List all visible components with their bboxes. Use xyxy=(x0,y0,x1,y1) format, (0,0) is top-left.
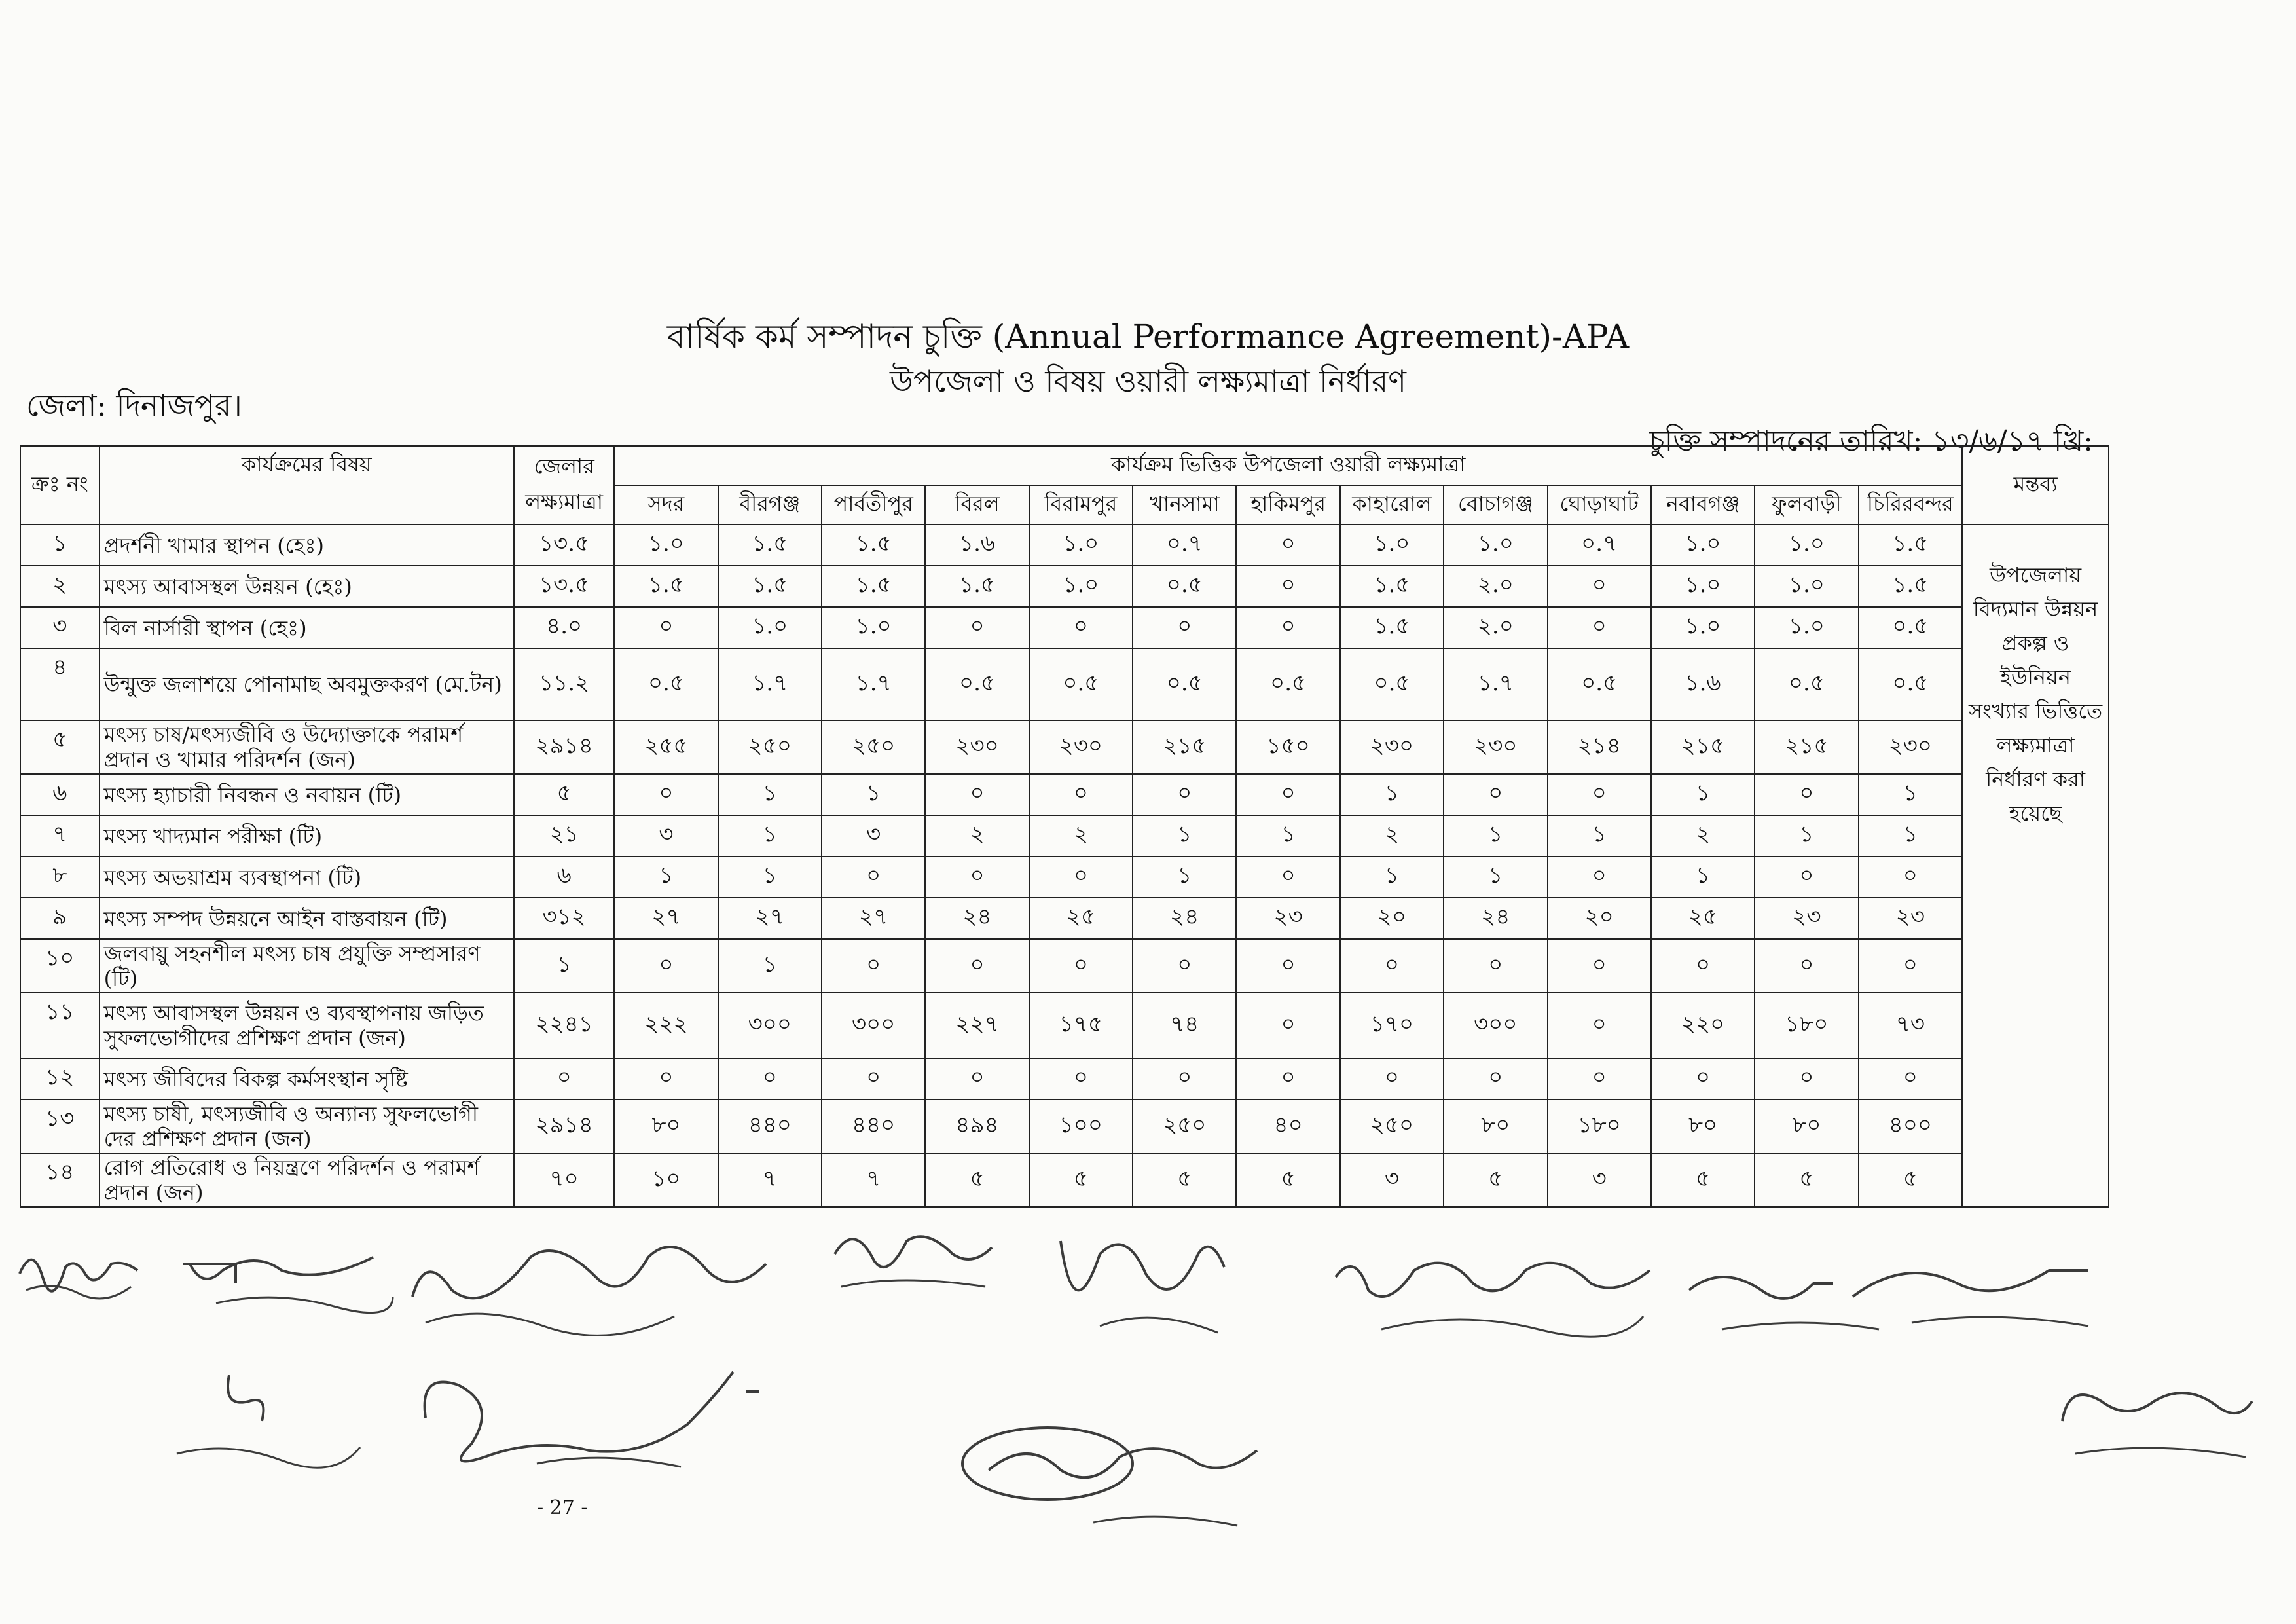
row-upazila-target: ০ xyxy=(1133,607,1236,648)
row-upazila-target: ০ xyxy=(925,1058,1029,1099)
row-serial: ৬ xyxy=(20,774,100,815)
header-upazila: বিরল xyxy=(925,485,1029,525)
row-upazila-target: ৫ xyxy=(1133,1153,1236,1207)
row-upazila-target: ০ xyxy=(1340,1058,1444,1099)
row-upazila-target: ১৮০ xyxy=(1548,1099,1651,1153)
row-upazila-target: ১৭০ xyxy=(1340,993,1444,1058)
row-upazila-target: ০ xyxy=(1029,607,1133,648)
row-upazila-target: ২১৫ xyxy=(1133,720,1236,774)
row-upazila-target: ০ xyxy=(1548,607,1651,648)
row-upazila-target: ০.৫ xyxy=(1548,648,1651,720)
row-upazila-target: ১ xyxy=(1133,857,1236,898)
row-upazila-target: ১.৭ xyxy=(1444,648,1547,720)
row-upazila-target: ৩ xyxy=(1548,1153,1651,1207)
row-upazila-target: ০ xyxy=(1236,993,1339,1058)
row-upazila-target: ১.০ xyxy=(1651,566,1755,607)
row-upazila-target: ২৩ xyxy=(1755,898,1858,939)
row-upazila-target: ১৮০ xyxy=(1755,993,1858,1058)
row-upazila-target: ৭৩ xyxy=(1859,993,1963,1058)
row-upazila-target: ২৩০ xyxy=(1859,720,1963,774)
row-district-target: ০ xyxy=(514,1058,614,1099)
row-upazila-target: ২৭ xyxy=(614,898,718,939)
row-upazila-target: ১ xyxy=(822,774,925,815)
header-upazila: বিরামপুর xyxy=(1029,485,1133,525)
document-title: বার্ষিক কর্ম সম্পাদন চুক্তি (Annual Performance Agreement)-APA xyxy=(666,318,1630,356)
header-upazila: ঘোড়াঘাট xyxy=(1548,485,1651,525)
header-upazila: পার্বতীপুর xyxy=(822,485,925,525)
row-upazila-target: ৩০০ xyxy=(822,993,925,1058)
row-upazila-target: ৩ xyxy=(822,815,925,857)
signature-4 xyxy=(822,1215,998,1300)
row-upazila-target: ০ xyxy=(925,607,1029,648)
row-upazila-target: ৪৪০ xyxy=(718,1099,822,1153)
row-upazila-target: ৩০০ xyxy=(718,993,822,1058)
row-upazila-target: ০ xyxy=(1236,857,1339,898)
row-upazila-target: ১.৫ xyxy=(1859,566,1963,607)
remarks-cell: উপজেলায় বিদ্যমান উন্নয়ন প্রকল্প ও ইউনিয়ন সংখ্যার ভিত্তিতে লক্ষ্যমাত্রা নির্ধারণ করা হয়েছে xyxy=(1962,525,2109,1207)
table-row xyxy=(20,815,2109,857)
row-district-target: ২২৪১ xyxy=(514,993,614,1058)
row-upazila-target: ০ xyxy=(1651,1058,1755,1099)
row-upazila-target: ২৫০ xyxy=(718,720,822,774)
row-upazila-target: ০ xyxy=(1236,1058,1339,1099)
row-upazila-target: ১.৭ xyxy=(822,648,925,720)
row-upazila-target: ২৭ xyxy=(718,898,822,939)
row-upazila-target: ০ xyxy=(1651,939,1755,993)
row-upazila-target: ২৩০ xyxy=(925,720,1029,774)
signature-5 xyxy=(1048,1215,1231,1346)
row-upazila-target: ২.০ xyxy=(1444,566,1547,607)
row-upazila-target: ১০ xyxy=(614,1153,718,1207)
row-upazila-target: ২.০ xyxy=(1444,607,1547,648)
agreement-date: চুক্তি সম্পাদনের তারিখ: ১৩/৬/১৭ খ্রি: xyxy=(1649,424,2093,458)
row-upazila-target: ২০ xyxy=(1340,898,1444,939)
row-upazila-target: ০ xyxy=(1755,939,1858,993)
row-upazila-target: ০.৫ xyxy=(1859,648,1963,720)
row-upazila-target: ২৩ xyxy=(1859,898,1963,939)
table-row xyxy=(20,648,2109,720)
row-upazila-target: ৭৪ xyxy=(1133,993,1236,1058)
row-upazila-target: ২৫ xyxy=(1029,898,1133,939)
row-upazila-target: ২৫০ xyxy=(1340,1099,1444,1153)
row-upazila-target: ২১৫ xyxy=(1651,720,1755,774)
row-subject: মৎস্য আবাসস্থল উন্নয়ন (হেঃ) xyxy=(100,566,514,607)
page-number: - 27 - xyxy=(537,1496,588,1519)
signature-10 xyxy=(949,1411,1264,1542)
row-upazila-target: ১.০ xyxy=(718,607,822,648)
row-upazila-target: ০ xyxy=(1236,525,1339,566)
row-upazila-target: ০ xyxy=(1029,939,1133,993)
row-upazila-target: ০ xyxy=(925,857,1029,898)
table-row xyxy=(20,607,2109,648)
apa-target-table xyxy=(20,445,2109,1208)
row-upazila-target: ২ xyxy=(1340,815,1444,857)
row-upazila-target: ১.০ xyxy=(1340,525,1444,566)
row-upazila-target: ০ xyxy=(1548,1058,1651,1099)
row-upazila-target: ৪৯৪ xyxy=(925,1099,1029,1153)
row-upazila-target: ০.৫ xyxy=(1029,648,1133,720)
row-upazila-target: ১.০ xyxy=(1651,607,1755,648)
row-upazila-target: ২৩ xyxy=(1236,898,1339,939)
row-upazila-target: ৫ xyxy=(1651,1153,1755,1207)
row-upazila-target: ২৩০ xyxy=(1340,720,1444,774)
row-upazila-target: ১ xyxy=(1651,857,1755,898)
row-upazila-target: ৩ xyxy=(614,815,718,857)
row-upazila-target: ১.০ xyxy=(614,525,718,566)
row-district-target: ৭০ xyxy=(514,1153,614,1207)
row-upazila-target: ০ xyxy=(925,939,1029,993)
header-upazila: কাহারোল xyxy=(1340,485,1444,525)
header-upazila: ফুলবাড়ী xyxy=(1755,485,1858,525)
row-upazila-target: ০.৫ xyxy=(1340,648,1444,720)
row-upazila-target: ২২৭ xyxy=(925,993,1029,1058)
row-upazila-target: ০ xyxy=(614,607,718,648)
row-upazila-target: ০ xyxy=(1029,1058,1133,1099)
row-upazila-target: ২৪ xyxy=(1444,898,1547,939)
row-district-target: ১ xyxy=(514,939,614,993)
header-upazila: নবাবগঞ্জ xyxy=(1651,485,1755,525)
row-subject: মৎস্য খাদ্যমান পরীক্ষা (টি) xyxy=(100,815,514,857)
table-body xyxy=(20,525,2109,1207)
row-upazila-target: ৭ xyxy=(822,1153,925,1207)
row-upazila-target: ৫ xyxy=(1029,1153,1133,1207)
table-row xyxy=(20,993,2109,1058)
row-upazila-target: ২৪ xyxy=(925,898,1029,939)
row-upazila-target: ১.৫ xyxy=(822,566,925,607)
header-upazila: সদর xyxy=(614,485,718,525)
row-district-target: ৪.০ xyxy=(514,607,614,648)
table-row xyxy=(20,898,2109,939)
row-upazila-target: ৫ xyxy=(925,1153,1029,1207)
row-subject: রোগ প্রতিরোধ ও নিয়ন্ত্রণে পরিদর্শন ও পরামর্শ প্রদান (জন) xyxy=(100,1153,514,1207)
row-upazila-target: ৪০ xyxy=(1236,1099,1339,1153)
row-upazila-target: ১.৭ xyxy=(718,648,822,720)
row-upazila-target: ১ xyxy=(1444,815,1547,857)
row-upazila-target: ০ xyxy=(1444,774,1547,815)
row-upazila-target: ৫ xyxy=(1859,1153,1963,1207)
row-district-target: ৫ xyxy=(514,774,614,815)
row-upazila-target: ০ xyxy=(614,1058,718,1099)
row-upazila-target: ২০ xyxy=(1548,898,1651,939)
table-row xyxy=(20,774,2109,815)
row-upazila-target: ১ xyxy=(1548,815,1651,857)
row-upazila-target: ০.৫ xyxy=(925,648,1029,720)
row-upazila-target: ২৫০ xyxy=(1133,1099,1236,1153)
row-subject: উন্মুক্ত জলাশয়ে পোনামাছ অবমুক্তকরণ (মে.টন) xyxy=(100,648,514,720)
row-upazila-target: ১.০ xyxy=(1651,525,1755,566)
row-upazila-target: ০ xyxy=(1133,1058,1236,1099)
row-serial: ১ xyxy=(20,525,100,566)
header-sl: ক্রঃ নং xyxy=(20,446,100,525)
row-upazila-target: ১.০ xyxy=(1029,566,1133,607)
row-district-target: ১৩.৫ xyxy=(514,566,614,607)
signature-7 xyxy=(1683,1244,2102,1342)
row-upazila-target: ০ xyxy=(1548,774,1651,815)
signature-1 xyxy=(13,1241,144,1300)
row-upazila-target: ২৫ xyxy=(1651,898,1755,939)
row-upazila-target: ২৪ xyxy=(1133,898,1236,939)
row-upazila-target: ১.৫ xyxy=(822,525,925,566)
signature-6 xyxy=(1329,1238,1656,1342)
header-upazila: হাকিমপুর xyxy=(1236,485,1339,525)
row-upazila-target: ২৫০ xyxy=(822,720,925,774)
row-subject: মৎস্য সম্পদ উন্নয়নে আইন বাস্তবায়ন (টি) xyxy=(100,898,514,939)
row-upazila-target: ১ xyxy=(614,857,718,898)
row-upazila-target: ২ xyxy=(1029,815,1133,857)
signature-3 xyxy=(399,1218,779,1336)
row-upazila-target: ০ xyxy=(1548,566,1651,607)
row-district-target: ৬ xyxy=(514,857,614,898)
row-upazila-target: ৮০ xyxy=(1444,1099,1547,1153)
table-row xyxy=(20,939,2109,993)
row-upazila-target: ২৩০ xyxy=(1444,720,1547,774)
row-upazila-target: ১.০ xyxy=(822,607,925,648)
row-upazila-target: ১ xyxy=(1236,815,1339,857)
signature-8 xyxy=(164,1362,367,1473)
row-serial: ২ xyxy=(20,566,100,607)
row-upazila-target: ৫ xyxy=(1444,1153,1547,1207)
header-upazila: খানসামা xyxy=(1133,485,1236,525)
document-subtitle: উপজেলা ও বিষয় ওয়ারী লক্ষ্যমাত্রা নির্ধারণ xyxy=(889,363,1406,399)
row-upazila-target: ৮০ xyxy=(1651,1099,1755,1153)
row-upazila-target: ০ xyxy=(1755,857,1858,898)
row-district-target: ২৯১৪ xyxy=(514,1099,614,1153)
row-serial: ১১ xyxy=(20,993,100,1058)
row-upazila-target: ০ xyxy=(614,774,718,815)
header-upazila-group: কার্যক্রম ভিত্তিক উপজেলা ওয়ারী লক্ষ্যমাত্রা xyxy=(614,446,1962,485)
signature-2 xyxy=(177,1244,399,1316)
row-upazila-target: ০ xyxy=(1548,993,1651,1058)
row-upazila-target: ০ xyxy=(1859,857,1963,898)
row-upazila-target: ১ xyxy=(1755,815,1858,857)
row-upazila-target: ১ xyxy=(1859,774,1963,815)
header-upazila: চিরিরবন্দর xyxy=(1859,485,1963,525)
row-upazila-target: ২ xyxy=(925,815,1029,857)
row-upazila-target: ১ xyxy=(1340,857,1444,898)
row-serial: ১৪ xyxy=(20,1153,100,1207)
row-upazila-target: ০ xyxy=(1133,774,1236,815)
district-label: জেলা: দিনাজপুর। xyxy=(26,388,242,423)
header-remarks: মন্তব্য xyxy=(1962,446,2109,525)
row-upazila-target: ০.৫ xyxy=(1133,648,1236,720)
row-upazila-target: ১.৬ xyxy=(925,525,1029,566)
row-upazila-target: ০ xyxy=(718,1058,822,1099)
row-upazila-target: ১.০ xyxy=(1755,525,1858,566)
header-subject: কার্যক্রমের বিষয় xyxy=(100,446,514,525)
row-serial: ৭ xyxy=(20,815,100,857)
signature-11 xyxy=(2049,1369,2259,1467)
row-upazila-target: ১.০ xyxy=(1444,525,1547,566)
row-upazila-target: ০ xyxy=(1236,566,1339,607)
row-upazila-target: ১ xyxy=(1859,815,1963,857)
row-serial: ১২ xyxy=(20,1058,100,1099)
row-upazila-target: ৫ xyxy=(1236,1153,1339,1207)
table-row xyxy=(20,720,2109,774)
row-upazila-target: ৩ xyxy=(1340,1153,1444,1207)
row-upazila-target: ০.৫ xyxy=(1236,648,1339,720)
row-district-target: ২১ xyxy=(514,815,614,857)
row-serial: ১০ xyxy=(20,939,100,993)
row-upazila-target: ০.৫ xyxy=(1133,566,1236,607)
row-district-target: ১৩.৫ xyxy=(514,525,614,566)
row-upazila-target: ০ xyxy=(1548,857,1651,898)
row-upazila-target: ৫ xyxy=(1755,1153,1858,1207)
row-serial: ১৩ xyxy=(20,1099,100,1153)
row-upazila-target: ৪৪০ xyxy=(822,1099,925,1153)
row-subject: মৎস্য চাষ/মৎস্যজীবি ও উদ্যোক্তাকে পরামর্শ প্রদান ও খামার পরিদর্শন (জন) xyxy=(100,720,514,774)
row-district-target: ১১.২ xyxy=(514,648,614,720)
header-district-target: জেলার লক্ষ্যমাত্রা xyxy=(514,446,614,525)
row-upazila-target: ২১৪ xyxy=(1548,720,1651,774)
row-upazila-target: ০ xyxy=(925,774,1029,815)
row-serial: ৫ xyxy=(20,720,100,774)
table-row xyxy=(20,857,2109,898)
row-upazila-target: ০ xyxy=(822,939,925,993)
table-row xyxy=(20,1099,2109,1153)
row-upazila-target: ০.৫ xyxy=(1755,648,1858,720)
row-upazila-target: ০ xyxy=(822,1058,925,1099)
row-upazila-target: ৮০ xyxy=(614,1099,718,1153)
row-upazila-target: ১.৫ xyxy=(614,566,718,607)
row-upazila-target: ০.৫ xyxy=(1859,607,1963,648)
row-upazila-target: ০ xyxy=(1444,1058,1547,1099)
row-subject: মৎস্য হ্যাচারী নিবন্ধন ও নবায়ন (টি) xyxy=(100,774,514,815)
row-upazila-target: ০ xyxy=(1755,774,1858,815)
row-upazila-target: ১ xyxy=(1133,815,1236,857)
row-upazila-target: ০ xyxy=(1444,939,1547,993)
row-upazila-target: ৪০০ xyxy=(1859,1099,1963,1153)
row-upazila-target: ০ xyxy=(1236,774,1339,815)
row-upazila-target: ০ xyxy=(1236,939,1339,993)
table-row xyxy=(20,1058,2109,1099)
row-subject: মৎস্য জীবিদের বিকল্প কর্মসংস্থান সৃষ্টি xyxy=(100,1058,514,1099)
row-upazila-target: ১ xyxy=(718,939,822,993)
row-subject: মৎস্য অভয়াশ্রম ব্যবস্থাপনা (টি) xyxy=(100,857,514,898)
row-upazila-target: ১.০ xyxy=(1029,525,1133,566)
row-upazila-target: ০ xyxy=(1859,1058,1963,1099)
row-upazila-target: ১৭৫ xyxy=(1029,993,1133,1058)
row-upazila-target: ১.৫ xyxy=(718,566,822,607)
row-upazila-target: ০ xyxy=(1029,774,1133,815)
row-serial: ৮ xyxy=(20,857,100,898)
row-subject: মৎস্য আবাসস্থল উন্নয়ন ও ব্যবস্থাপনায় জড়িত সুফলভোগীদের প্রশিক্ষণ প্রদান (জন) xyxy=(100,993,514,1058)
row-upazila-target: ০ xyxy=(1755,1058,1858,1099)
row-upazila-target: ১০০ xyxy=(1029,1099,1133,1153)
row-upazila-target: ২২২ xyxy=(614,993,718,1058)
row-district-target: ২৯১৪ xyxy=(514,720,614,774)
header-upazila: বোচাগঞ্জ xyxy=(1444,485,1547,525)
row-upazila-target: ১ xyxy=(1444,857,1547,898)
table-row xyxy=(20,525,2109,566)
row-upazila-target: ১.৬ xyxy=(1651,648,1755,720)
row-upazila-target: ২২০ xyxy=(1651,993,1755,1058)
row-district-target: ৩১২ xyxy=(514,898,614,939)
row-upazila-target: ১ xyxy=(718,815,822,857)
row-upazila-target: ০ xyxy=(1859,939,1963,993)
row-upazila-target: ১ xyxy=(718,857,822,898)
row-subject: প্রদর্শনী খামার স্থাপন (হেঃ) xyxy=(100,525,514,566)
signature-9 xyxy=(406,1359,773,1477)
row-upazila-target: ০ xyxy=(1548,939,1651,993)
row-upazila-target: ১.৫ xyxy=(1859,525,1963,566)
row-upazila-target: ২৭ xyxy=(822,898,925,939)
row-subject: বিল নার্সারী স্থাপন (হেঃ) xyxy=(100,607,514,648)
row-upazila-target: ০ xyxy=(1133,939,1236,993)
row-upazila-target: ১.৫ xyxy=(925,566,1029,607)
table-row xyxy=(20,1153,2109,1207)
row-upazila-target: ০ xyxy=(1236,607,1339,648)
table-row xyxy=(20,566,2109,607)
row-subject: মৎস্য চাষী, মৎস্যজীবি ও অন্যান্য সুফলভোগী দের প্রশিক্ষণ প্রদান (জন) xyxy=(100,1099,514,1153)
row-upazila-target: ০ xyxy=(1029,857,1133,898)
row-upazila-target: ০.৫ xyxy=(614,648,718,720)
row-upazila-target: ১.৫ xyxy=(1340,566,1444,607)
row-upazila-target: ১ xyxy=(1340,774,1444,815)
row-upazila-target: ০ xyxy=(822,857,925,898)
row-upazila-target: ১.০ xyxy=(1755,607,1858,648)
row-upazila-target: ২৫৫ xyxy=(614,720,718,774)
row-serial: ৩ xyxy=(20,607,100,648)
row-serial: ৪ xyxy=(20,648,100,720)
row-upazila-target: ৮০ xyxy=(1755,1099,1858,1153)
row-upazila-target: ০ xyxy=(1340,939,1444,993)
row-upazila-target: ৭ xyxy=(718,1153,822,1207)
row-serial: ৯ xyxy=(20,898,100,939)
row-upazila-target: ১ xyxy=(718,774,822,815)
row-upazila-target: ১.৫ xyxy=(1340,607,1444,648)
row-upazila-target: ২১৫ xyxy=(1755,720,1858,774)
row-upazila-target: ৩০০ xyxy=(1444,993,1547,1058)
row-upazila-target: ০.৭ xyxy=(1133,525,1236,566)
row-upazila-target: ২ xyxy=(1651,815,1755,857)
row-upazila-target: ১ xyxy=(1651,774,1755,815)
row-upazila-target: ১.৫ xyxy=(718,525,822,566)
header-upazila: বীরগঞ্জ xyxy=(718,485,822,525)
row-upazila-target: ২৩০ xyxy=(1029,720,1133,774)
row-upazila-target: ১.০ xyxy=(1755,566,1858,607)
row-upazila-target: ১৫০ xyxy=(1236,720,1339,774)
row-upazila-target: ০.৭ xyxy=(1548,525,1651,566)
row-subject: জলবায়ু সহনশীল মৎস্য চাষ প্রযুক্তি সম্প্রসারণ (টি) xyxy=(100,939,514,993)
row-upazila-target: ০ xyxy=(614,939,718,993)
